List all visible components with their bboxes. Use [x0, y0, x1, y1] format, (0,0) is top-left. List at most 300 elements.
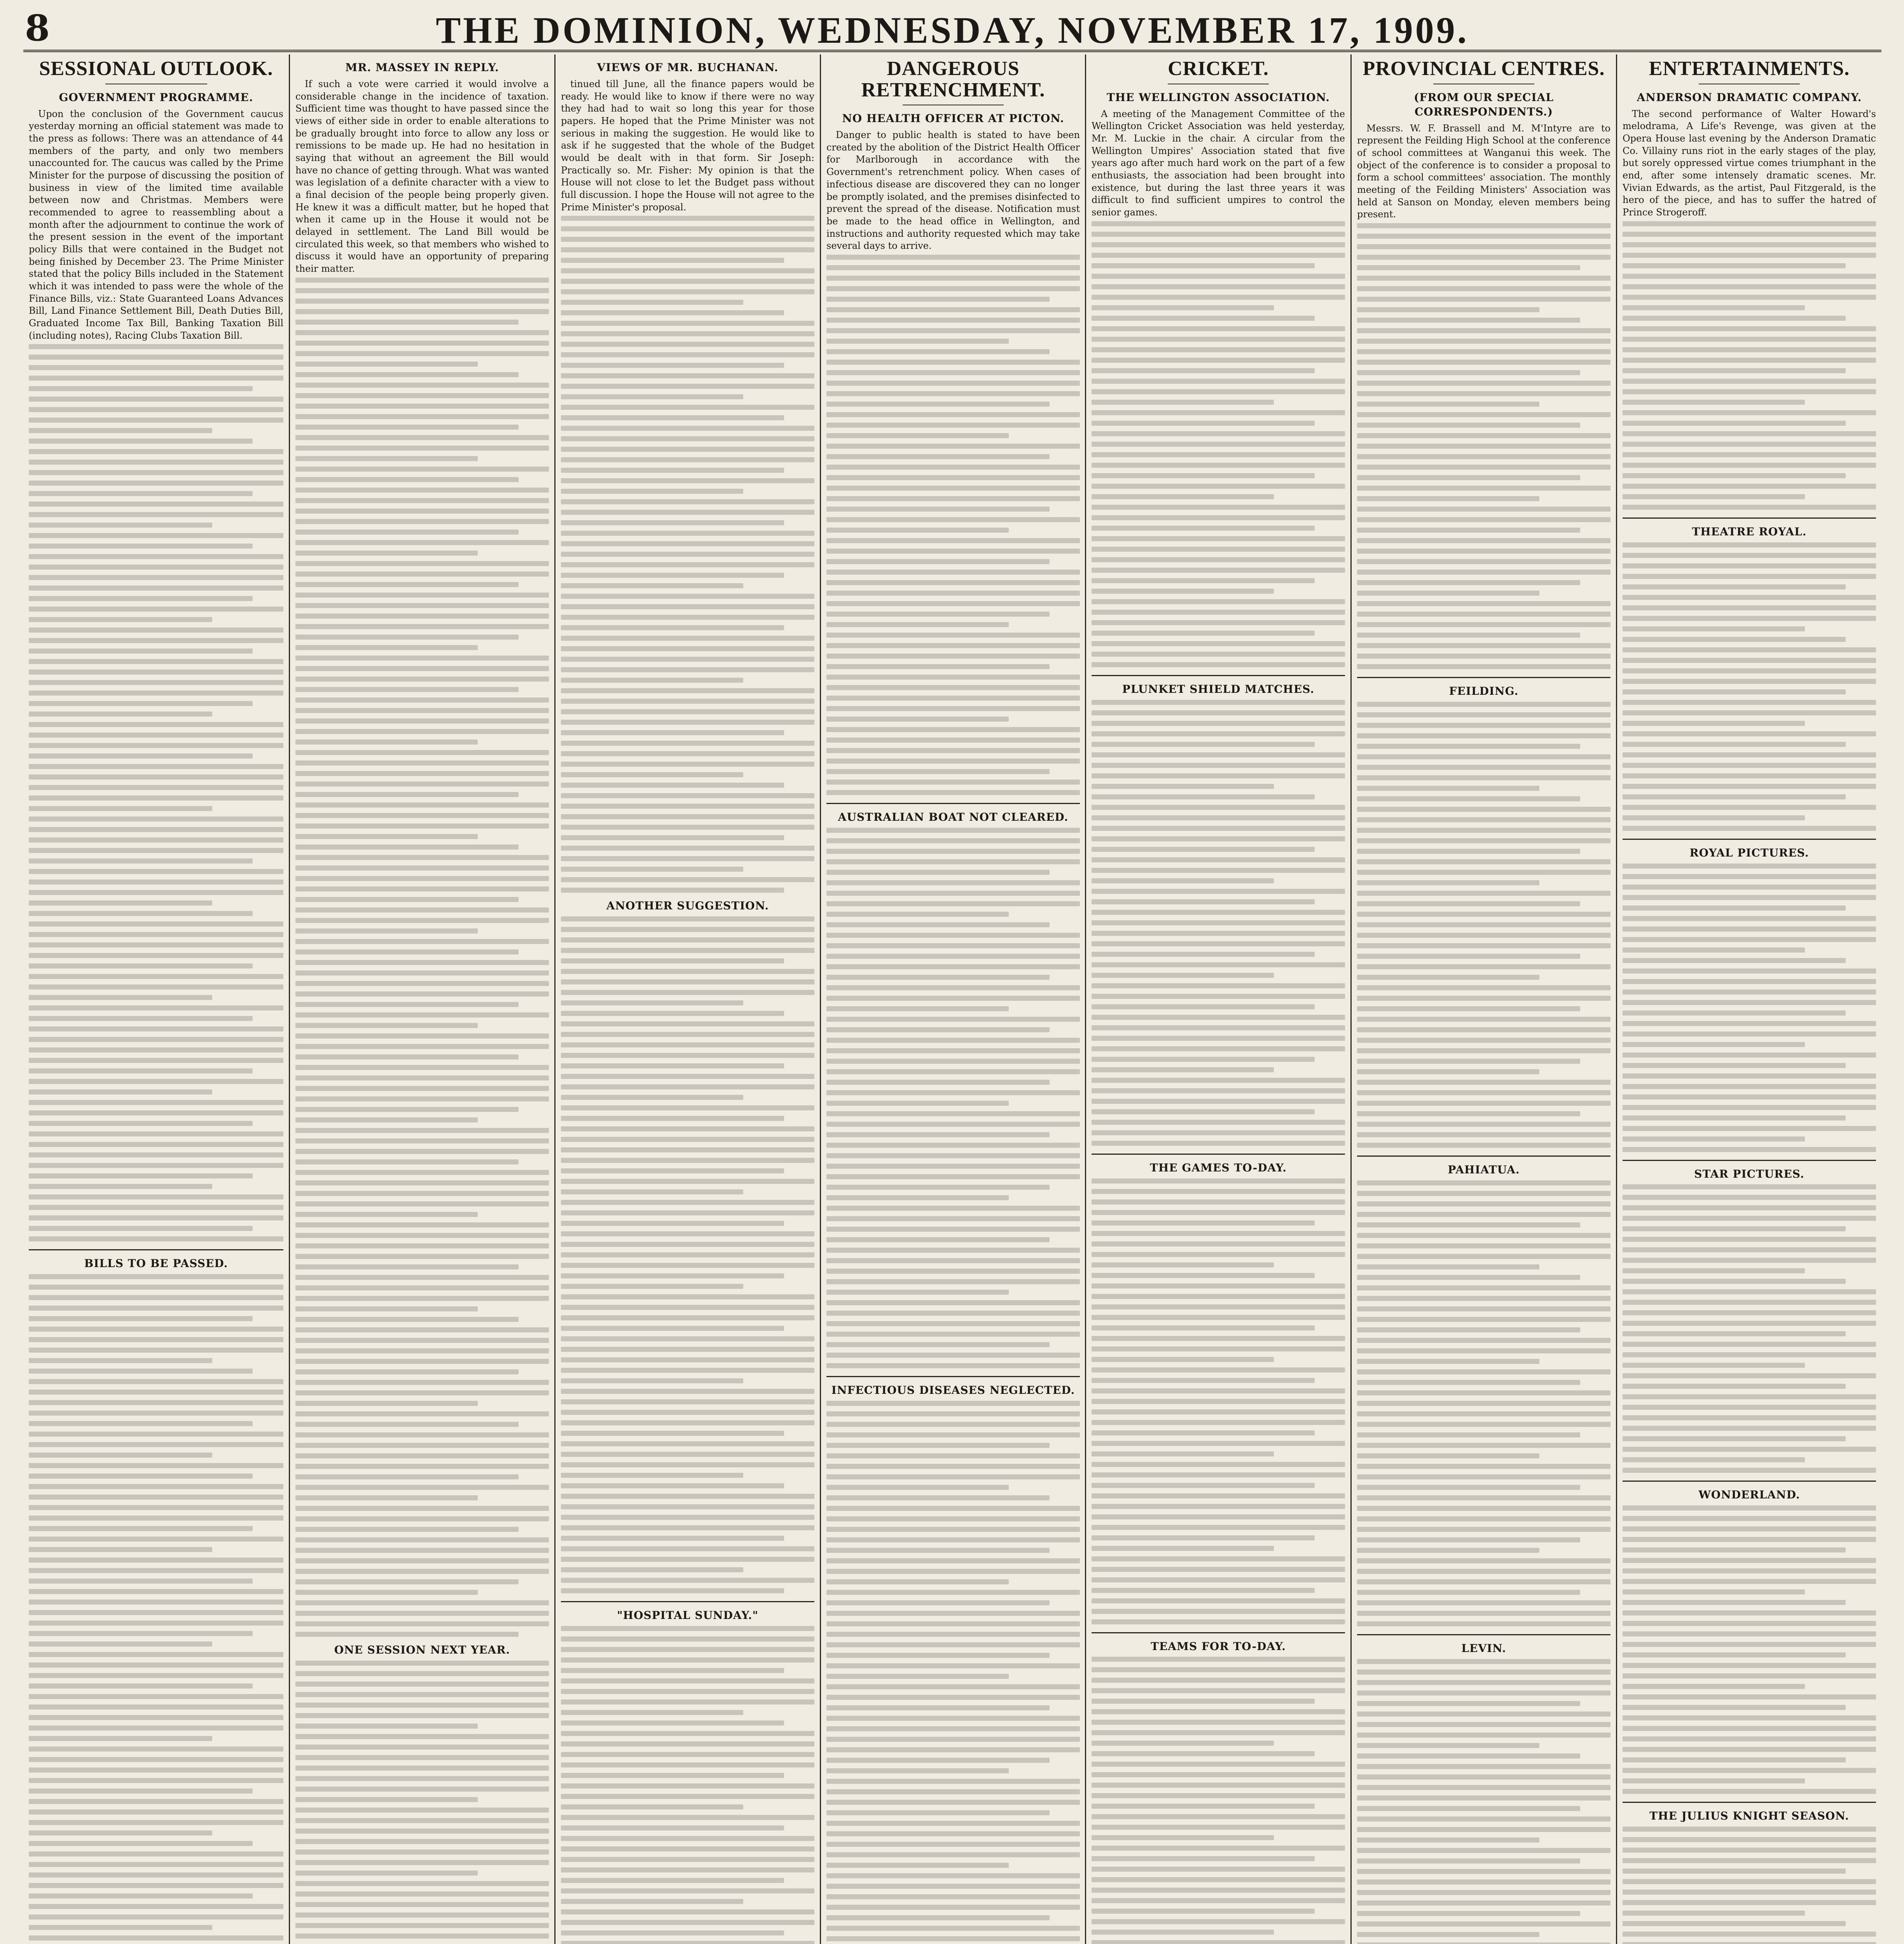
- text-line: [1623, 958, 1846, 963]
- text-line: [29, 1631, 253, 1636]
- text-line: [1623, 752, 1876, 757]
- text-line: [826, 1884, 1080, 1889]
- text-line: [29, 701, 253, 706]
- text-line: [295, 551, 478, 556]
- text-line: [1623, 1652, 1846, 1657]
- section-subhead: ANOTHER SUGGESTION.: [606, 899, 769, 913]
- text-line: [29, 1005, 283, 1010]
- text-line: [1357, 702, 1611, 707]
- text-line: [561, 1920, 814, 1925]
- text-line: [561, 405, 814, 410]
- text-line: [561, 927, 814, 932]
- text-line: [826, 849, 1080, 854]
- text-line: [1092, 1657, 1345, 1662]
- text-line: [29, 1411, 283, 1416]
- text-line: [826, 1663, 1080, 1668]
- text-line: [29, 1236, 283, 1241]
- text-line: [1623, 1321, 1876, 1326]
- text-line: [295, 1713, 549, 1718]
- text-line: [295, 781, 549, 787]
- text-line: [1357, 1774, 1611, 1780]
- text-line: [561, 1867, 814, 1872]
- text-line: [1357, 1900, 1611, 1906]
- text-line: [1092, 652, 1345, 657]
- text-line: [1357, 807, 1611, 812]
- text-line: [561, 1158, 814, 1163]
- text-line: [826, 1059, 1080, 1064]
- text-line: [561, 1909, 814, 1914]
- text-line: [1092, 347, 1345, 352]
- text-line: [561, 1326, 784, 1331]
- text-line: [1092, 889, 1345, 894]
- text-line: [29, 1547, 212, 1552]
- text-line: [561, 1452, 814, 1457]
- text-line: [826, 1453, 1080, 1458]
- text-line: [295, 1023, 478, 1028]
- text-line: [1092, 1231, 1345, 1236]
- text-line: [1092, 794, 1315, 799]
- text-line: [29, 848, 283, 853]
- text-line: [1623, 1237, 1876, 1242]
- text-line: [561, 1053, 814, 1058]
- text-line: [561, 720, 814, 725]
- text-line: [295, 1359, 549, 1364]
- text-line: [826, 1821, 1080, 1826]
- text-line: [1357, 244, 1611, 249]
- text-line: [295, 1682, 549, 1687]
- text-line: [1623, 1684, 1805, 1689]
- text-line: [1357, 996, 1611, 1001]
- text-line: [561, 1678, 814, 1684]
- text-line: [295, 1892, 549, 1897]
- text-line: [29, 1390, 283, 1395]
- text-line: [1357, 1670, 1611, 1675]
- text-line: [1357, 1222, 1580, 1227]
- text-line: [1623, 1932, 1876, 1937]
- text-line: [561, 625, 784, 630]
- text-line: [1623, 937, 1876, 942]
- text-line: [826, 696, 1080, 701]
- text-line: [826, 748, 1080, 753]
- text-line: [826, 559, 1050, 564]
- text-line: [1357, 1942, 1611, 1944]
- text-line: [1623, 1789, 1876, 1794]
- text-line: [1623, 1879, 1876, 1884]
- section-rule: [1357, 1634, 1611, 1635]
- text-line: [1357, 1816, 1611, 1822]
- text-line: [826, 1227, 1080, 1232]
- text-line: [295, 1128, 549, 1133]
- text-line: [295, 1254, 549, 1259]
- section-subhead: THE WELLINGTON ASSOCIATION.: [1106, 91, 1330, 104]
- text-line: [1357, 754, 1611, 759]
- text-line: [1623, 1084, 1876, 1089]
- text-line: [1092, 1451, 1274, 1456]
- text-line: [1623, 253, 1876, 258]
- text-line: [1623, 1394, 1876, 1399]
- text-line: [1623, 864, 1876, 869]
- text-line: [295, 1390, 549, 1395]
- text-line: [561, 730, 784, 735]
- text-line: [29, 722, 283, 727]
- text-line: [29, 837, 283, 843]
- text-line: [295, 1054, 519, 1059]
- text-line: [1357, 828, 1611, 833]
- text-line: [826, 1080, 1050, 1085]
- text-line: [1623, 679, 1876, 684]
- text-line: [1357, 1048, 1611, 1053]
- text-line: [295, 435, 549, 440]
- text-line: [1092, 1546, 1274, 1551]
- text-line: [826, 1132, 1050, 1137]
- text-line: [1357, 454, 1611, 459]
- text-line: [561, 499, 814, 504]
- section-subhead: ONE SESSION NEXT YEAR.: [334, 1643, 510, 1656]
- text-line: [826, 1311, 1080, 1316]
- text-line: [295, 1212, 478, 1217]
- text-line: [561, 1210, 814, 1215]
- text-line: [1357, 486, 1611, 491]
- text-line: [1357, 1890, 1611, 1895]
- text-line: [826, 381, 1080, 386]
- text-line: [561, 216, 814, 221]
- text-line: [1357, 622, 1611, 627]
- text-line: [1623, 1184, 1876, 1189]
- text-line: [295, 488, 549, 493]
- text-line: [561, 363, 784, 368]
- section-subhead: ANDERSON DRAMATIC COMPANY.: [1637, 91, 1862, 104]
- text-line: [561, 1794, 814, 1799]
- text-line: [29, 1453, 212, 1458]
- text-line: [295, 1422, 519, 1427]
- text-line: [561, 1525, 814, 1530]
- text-line: [29, 1883, 283, 1888]
- column-2: [289, 54, 554, 1944]
- text-line: [1357, 1659, 1611, 1664]
- text-line: [826, 1363, 1080, 1368]
- text-line: [295, 1569, 549, 1574]
- text-line: [1357, 849, 1580, 854]
- text-line: [561, 1567, 743, 1572]
- text-line: [561, 573, 784, 578]
- text-line: [826, 1474, 1080, 1479]
- text-line: [295, 687, 519, 692]
- text-line: [1623, 1436, 1846, 1441]
- text-line: [561, 1710, 743, 1715]
- text-line: [561, 1857, 814, 1862]
- text-line: [295, 918, 549, 923]
- text-line: [1623, 1516, 1876, 1521]
- text-line: [1092, 1462, 1345, 1467]
- text-line: [561, 958, 784, 963]
- text-line: [826, 1422, 1080, 1427]
- text-line: [1623, 1352, 1876, 1357]
- text-line: [1357, 733, 1611, 738]
- text-line: [561, 783, 784, 788]
- text-line: [1623, 1642, 1876, 1647]
- text-line: [1092, 1699, 1315, 1704]
- text-line: [1623, 1705, 1846, 1710]
- text-line: [295, 1002, 519, 1007]
- text-line: [29, 1337, 283, 1342]
- text-line: [295, 1201, 549, 1206]
- text-line: [826, 1279, 1080, 1284]
- text-line: [295, 1086, 549, 1091]
- text-line: [29, 932, 283, 937]
- text-line: [561, 1368, 814, 1373]
- text-line: [29, 1799, 283, 1804]
- text-line: [1357, 891, 1611, 896]
- text-line: [1092, 284, 1345, 289]
- text-line: [1092, 1919, 1345, 1924]
- text-line: [1357, 1143, 1611, 1148]
- text-line: [1623, 452, 1876, 457]
- text-line: [1357, 1579, 1611, 1584]
- text-line: [561, 846, 814, 851]
- text-line: [561, 1336, 814, 1341]
- text-line: [295, 1075, 549, 1080]
- text-line: [1357, 1390, 1611, 1395]
- text-line: [1092, 1189, 1345, 1194]
- text-line: [29, 607, 283, 612]
- text-line: [561, 1773, 784, 1778]
- text-line: [1092, 526, 1315, 531]
- text-line: [1357, 859, 1611, 864]
- text-line: [826, 1353, 1080, 1358]
- text-line: [1623, 584, 1846, 589]
- text-line: [1623, 1021, 1876, 1026]
- text-line: [29, 544, 253, 549]
- text-line: [295, 729, 549, 734]
- text-line: [29, 1610, 283, 1615]
- text-line: [561, 289, 814, 294]
- text-line: [1357, 1180, 1611, 1185]
- text-line: [826, 1768, 1009, 1773]
- text-line: [561, 1221, 784, 1226]
- text-line: [29, 649, 253, 654]
- text-line: [1623, 316, 1846, 321]
- text-line: [561, 1762, 814, 1767]
- text-line: [1092, 1046, 1345, 1051]
- text-line: [1357, 1401, 1611, 1406]
- text-line: [29, 942, 283, 948]
- section-subhead: "HOSPITAL SUNDAY.": [617, 1609, 758, 1622]
- text-line: [29, 974, 283, 979]
- text-line: [826, 1611, 1080, 1616]
- text-line: [295, 614, 549, 619]
- text-line: [29, 1163, 283, 1168]
- text-line: [561, 990, 814, 995]
- text-line: [1357, 1732, 1611, 1738]
- text-line: [561, 1941, 814, 1944]
- text-line: [1092, 557, 1345, 562]
- text-line: [1092, 878, 1274, 883]
- text-line: [1357, 1785, 1611, 1790]
- text-line: [826, 486, 1080, 491]
- text-line: [561, 1242, 814, 1247]
- text-line: [826, 664, 1050, 669]
- text-line: [295, 1766, 549, 1771]
- text-line: [295, 456, 478, 461]
- text-line: [826, 286, 1080, 291]
- text-line: [561, 1815, 814, 1820]
- text-line: [1623, 1205, 1876, 1210]
- text-line: [1623, 1115, 1846, 1121]
- text-line: [1357, 570, 1611, 575]
- text-line: [1092, 1399, 1345, 1404]
- text-line: [295, 1180, 549, 1185]
- text-line: [826, 1111, 1080, 1116]
- text-line: [826, 1269, 1080, 1274]
- text-line: [1357, 1059, 1580, 1064]
- text-line: [561, 937, 814, 942]
- section-subhead: AUSTRALIAN BOAT NOT CLEARED.: [838, 810, 1069, 823]
- text-line: [295, 341, 549, 346]
- text-line: [295, 1860, 549, 1865]
- text-line: [826, 880, 1080, 885]
- text-line: [1623, 263, 1846, 268]
- text-line: [561, 1668, 784, 1673]
- text-line: [29, 365, 283, 370]
- text-line: [826, 349, 1050, 354]
- text-line: [295, 330, 549, 335]
- text-line: [295, 1934, 549, 1939]
- text-line: [1623, 389, 1876, 394]
- text-line: [1357, 1380, 1580, 1385]
- text-line: [295, 446, 549, 451]
- text-line: [1092, 1015, 1345, 1020]
- text-line: [29, 1872, 283, 1878]
- text-line: [561, 888, 784, 893]
- text-line: [1092, 1730, 1345, 1735]
- text-line: [1357, 1858, 1580, 1864]
- text-line: [561, 1378, 743, 1383]
- text-line: [1623, 658, 1876, 663]
- text-line: [29, 743, 283, 748]
- text-line: [1623, 1621, 1876, 1626]
- text-line: [1623, 979, 1876, 984]
- text-line: [826, 738, 1080, 743]
- text-line: [295, 498, 549, 503]
- text-line: [295, 1464, 549, 1469]
- text-line: [295, 1818, 549, 1823]
- text-line: [295, 1703, 549, 1708]
- text-line: [1092, 1346, 1345, 1351]
- text-line: [295, 278, 549, 283]
- text-line: [295, 1776, 549, 1781]
- text-line: [561, 688, 814, 693]
- column-5: [1085, 54, 1350, 1944]
- text-line: [295, 1850, 549, 1855]
- text-line: [29, 1537, 283, 1542]
- text-line: [1623, 1105, 1876, 1110]
- text-line: [295, 1724, 478, 1729]
- text-line: [561, 520, 784, 525]
- text-line: [1623, 1447, 1876, 1452]
- text-line: [1357, 1348, 1611, 1353]
- text-line: [1092, 1709, 1345, 1714]
- text-line: [1357, 1932, 1539, 1937]
- text-line: [561, 657, 814, 662]
- section-subhead: (FROM OUR SPECIAL CORRESPONDENTS.): [1414, 91, 1554, 118]
- text-line: [561, 678, 743, 683]
- text-line: [1357, 1879, 1611, 1885]
- text-line: [826, 465, 1080, 470]
- text-line: [29, 1037, 283, 1042]
- text-line: [1357, 1569, 1611, 1574]
- text-line: [1623, 1911, 1805, 1916]
- text-line: [826, 391, 1080, 396]
- text-line: [1092, 1120, 1345, 1125]
- text-line: [1357, 496, 1539, 501]
- text-line: [1092, 599, 1345, 604]
- text-line: [1623, 948, 1805, 953]
- text-line: [29, 554, 283, 559]
- text-line: [561, 969, 814, 974]
- text-line: [561, 1168, 784, 1173]
- text-line: [826, 1737, 1080, 1742]
- text-line: [1092, 1325, 1315, 1330]
- text-line: [826, 1006, 1009, 1011]
- text-line: [561, 751, 814, 756]
- text-line: [826, 454, 1050, 459]
- text-line: [1092, 752, 1345, 757]
- text-line: [295, 1233, 549, 1238]
- text-line: [561, 436, 814, 441]
- text-line: [1357, 1590, 1580, 1595]
- text-line: [561, 1084, 814, 1089]
- text-line: [826, 1726, 1080, 1731]
- text-line: [1357, 591, 1539, 596]
- text-line: [1623, 1216, 1876, 1221]
- text-line: [1357, 1485, 1580, 1490]
- text-line: [295, 1913, 549, 1918]
- text-line: [826, 580, 1080, 585]
- text-line: [826, 1537, 1080, 1542]
- text-line: [1357, 1359, 1539, 1364]
- text-line: [1357, 1264, 1539, 1269]
- text-line: [1623, 1094, 1876, 1100]
- text-line: [561, 646, 814, 651]
- column-body: [295, 61, 549, 1944]
- text-line: [29, 1746, 283, 1752]
- text-line: [1357, 370, 1580, 375]
- text-line: [561, 1179, 814, 1184]
- text-line: [29, 481, 283, 486]
- text-line: [561, 709, 814, 714]
- text-line: [1623, 242, 1876, 247]
- text-line: [1092, 1793, 1345, 1798]
- text-line: [1092, 631, 1315, 636]
- text-line: [1092, 1409, 1345, 1414]
- text-line: [29, 1600, 283, 1605]
- text-line: [1092, 1315, 1345, 1320]
- text-line: [29, 1016, 253, 1021]
- column-headline: CRICKET.: [1168, 58, 1269, 80]
- text-line: [561, 237, 814, 242]
- text-line: [29, 680, 283, 685]
- text-line: [29, 1348, 283, 1353]
- section-subhead: NO HEALTH OFFICER AT PICTON.: [842, 112, 1064, 125]
- text-line: [29, 1358, 212, 1363]
- text-line: [826, 1674, 1009, 1679]
- text-line: [561, 478, 814, 483]
- text-line: [826, 1831, 1080, 1836]
- text-line: [826, 1569, 1080, 1574]
- text-line: [1623, 895, 1876, 900]
- text-line: [29, 1285, 283, 1290]
- text-line: [561, 814, 814, 819]
